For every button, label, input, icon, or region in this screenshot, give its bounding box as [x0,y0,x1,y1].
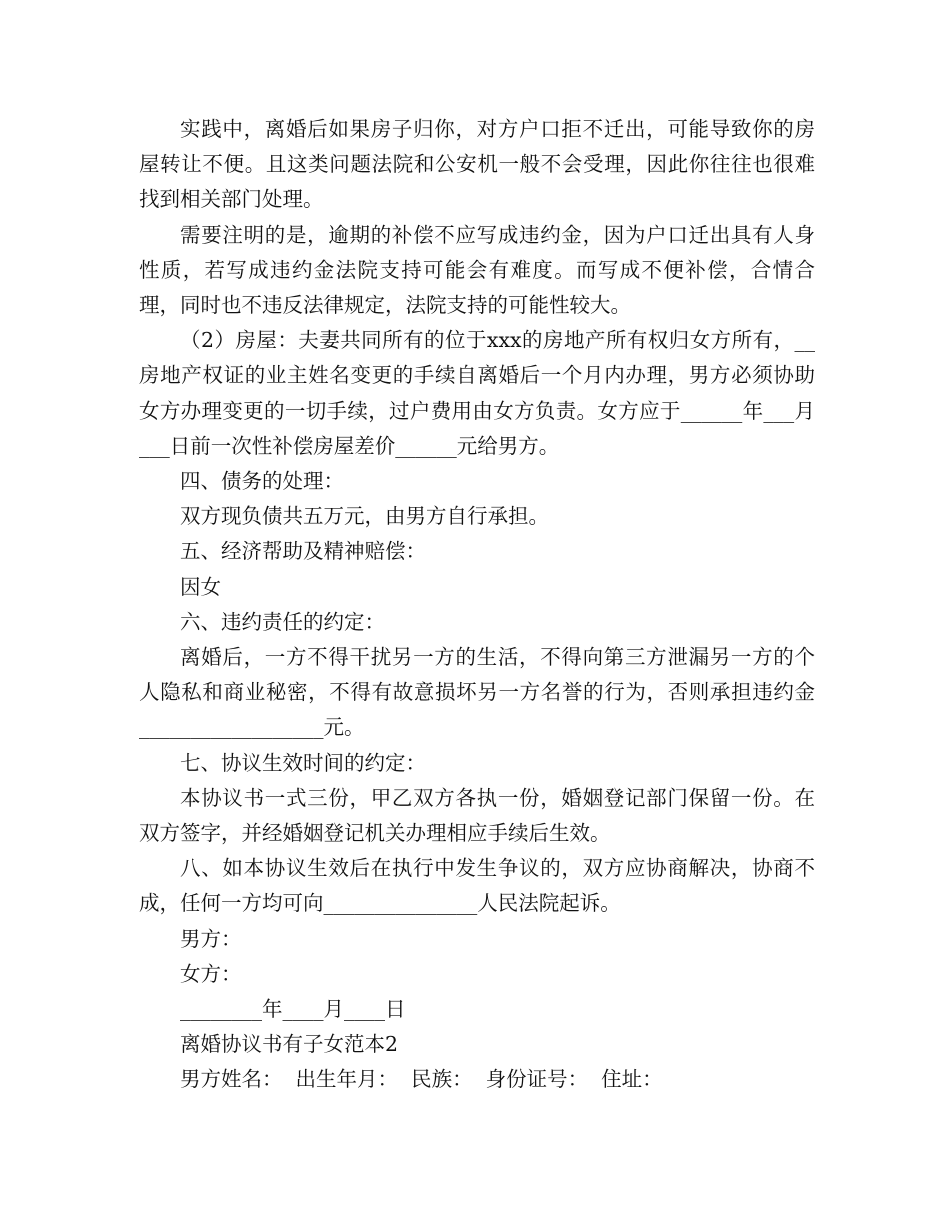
heading-breach-liability: 六、违约责任的约定： [180,609,385,634]
paragraph-dispute-resolution: 八、如本协议生效后在执行中发生争议的，双方应协商解决，协商不成，任何一方均可向_______________人民法院起诉。 [139,856,815,916]
heading-debt-handling: 四、债务的处理： [180,469,344,494]
paragraph-practice-note: 实践中，离婚后如果房子归你，对方户口拒不迁出，可能导致你的房屋转让不便。且这类问题法院和公安机一般不会受理，因此你往往也很难找到相关部门处理。 [139,117,815,212]
paragraph-effective-time: 本协议书一式三份，甲乙双方各执一份，婚姻登记部门保留一份。在双方签字，并经婚姻登记机关办理相应手续后生效。 [139,785,815,846]
heading-effective-time: 七、协议生效时间的约定： [180,750,426,775]
document-body [139,112,815,1098]
heading-economic-help: 五、经济帮助及精神赔偿： [180,539,426,564]
male-info-fields: 男方姓名： 出生年月： 民族： 身份证号： 住址： [180,1067,663,1092]
paragraph-debt: 双方现负债共五万元，由男方自行承担。 [180,504,549,529]
signature-date: ________年____月____日 [180,997,406,1022]
sample-title: 离婚协议书有子女范本2 [180,1032,399,1057]
paragraph-compensation-note: 需要注明的是，逾期的补偿不应写成违约金，因为户口迁出具有人身性质，若写成违约金法院支持可能会有难度。而写成不便补偿，合情合理，同时也不违反法律规定，法院支持的可能性较大。 [139,222,815,318]
signature-female: 女方： [180,961,242,986]
paragraph-breach-liability: 离婚后，一方不得干扰另一方的生活，不得向第三方泄漏另一方的个人隐私和商业秘密，不得有故意损坏另一方名誉的行为，否则承担违约金__________________元。 [139,645,815,740]
signature-male: 男方： [180,926,242,951]
paragraph-economic-help: 因女 [180,574,221,599]
paragraph-house-clause: （2）房屋：夫妻共同所有的位于xxx的房地产所有权归女方所有，__房地产权证的业主姓名变更的手续自离婚后一个月内办理，男方必须协助女方办理变更的一切手续，过户费用由女方负责。女方应于______年___月___日前一次性补偿房屋差价______元给男方。 [139,328,815,458]
